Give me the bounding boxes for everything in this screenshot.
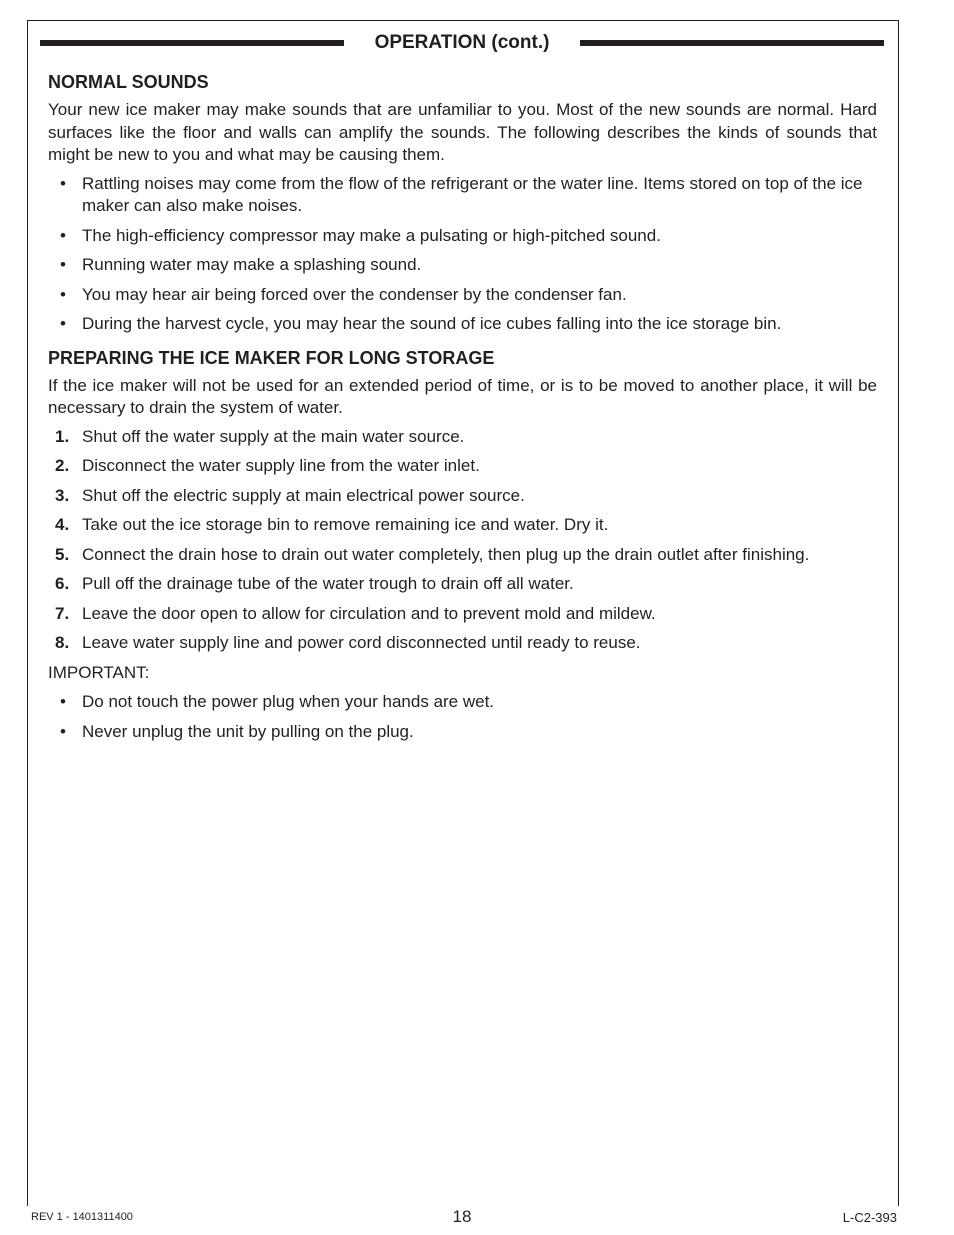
step-text: Disconnect the water supply line from the water inlet.	[82, 456, 480, 475]
step-text: Shut off the water supply at the main water source.	[82, 426, 465, 446]
important-label: IMPORTANT:	[48, 662, 150, 682]
step-number: 5.	[55, 544, 70, 564]
step-number: 7.	[55, 603, 70, 623]
bullet-icon: •	[60, 692, 66, 711]
section-header	[40, 30, 884, 58]
step-number: 1.	[55, 426, 70, 446]
step-number: 6.	[55, 574, 70, 593]
long-storage-heading: PREPARING THE ICE MAKER FOR LONG STORAGE	[48, 347, 495, 368]
list-item	[48, 284, 877, 307]
list-item	[48, 254, 877, 277]
normal-sounds-heading: NORMAL SOUNDS	[48, 72, 209, 92]
step-item	[48, 603, 877, 626]
step-item	[48, 573, 877, 596]
bullet-icon: •	[60, 721, 66, 741]
step-item	[48, 455, 877, 478]
step-number: 2.	[55, 456, 70, 475]
list-item-text: The high-efficiency compressor may make a pulsating or high-pitched sound.	[82, 225, 661, 245]
step-number: 8.	[55, 633, 70, 652]
step-text: Pull off the drainage tube of the water trough to drain off all water.	[82, 574, 574, 593]
footer-revision: REV 1 - 1401311400	[31, 1211, 133, 1223]
important-list	[48, 691, 877, 743]
list-item-text: You may hear air being forced over the condenser by the condenser fan.	[82, 284, 627, 304]
step-text: Leave water supply line and power cord disconnected until ready to reuse.	[82, 633, 641, 652]
step-item	[48, 632, 877, 655]
step-item	[48, 426, 877, 449]
step-item	[48, 485, 877, 508]
long-storage-intro: If the ice maker will not be used for an extended period of time, or is to be moved to another place, it will be necessary to drain the system of water.	[48, 375, 877, 417]
list-item-text: Do not touch the power plug when your hands are wet.	[82, 692, 495, 711]
section-title: OPERATION (cont.)	[374, 32, 550, 53]
list-item-text: Never unplug the unit by pulling on the plug.	[82, 721, 414, 741]
list-item-text: Running water may make a splashing sound.	[82, 255, 422, 274]
normal-sounds-intro: Your new ice maker may make sounds that are unfamiliar to you. Most of the new sounds are normal. Hard surfaces like the floor and walls can amplify the sounds. The following describes the kinds of sounds that might be new to you and what may be causing them.	[48, 100, 877, 164]
step-item	[48, 544, 877, 567]
list-item	[48, 225, 877, 248]
step-text: Connect the drain hose to drain out water completely, then plug up the drain outlet after finishing.	[82, 544, 810, 564]
bullet-icon: •	[60, 173, 66, 193]
step-number: 3.	[55, 485, 70, 505]
long-storage-section	[48, 346, 877, 744]
step-text: Take out the ice storage bin to remove remaining ice and water. Dry it.	[82, 515, 609, 534]
page-content	[48, 70, 877, 750]
list-item	[48, 721, 877, 744]
storage-steps	[48, 426, 877, 655]
sounds-list	[48, 173, 877, 336]
list-item-text: During the harvest cycle, you may hear the sound of ice cubes falling into the ice storage bin.	[82, 314, 782, 333]
list-item	[48, 313, 877, 336]
bullet-icon: •	[60, 314, 66, 333]
list-item	[48, 691, 877, 714]
step-number: 4.	[55, 515, 70, 534]
bullet-icon: •	[60, 225, 66, 245]
step-text: Leave the door open to allow for circulation and to prevent mold and mildew.	[82, 603, 656, 623]
step-text: Shut off the electric supply at main electrical power source.	[82, 485, 525, 505]
list-item	[48, 173, 877, 218]
header-rule-right	[580, 40, 884, 46]
footer-doc-code: L-C2-393	[842, 1210, 897, 1225]
bullet-icon: •	[60, 255, 66, 274]
page-number: 18	[452, 1207, 472, 1226]
step-item	[48, 514, 877, 537]
bullet-icon: •	[60, 284, 66, 304]
list-item-text: Rattling noises may come from the flow of the refrigerant or the water line. Items stored on top of the ice maker can also make noises.	[82, 173, 863, 215]
